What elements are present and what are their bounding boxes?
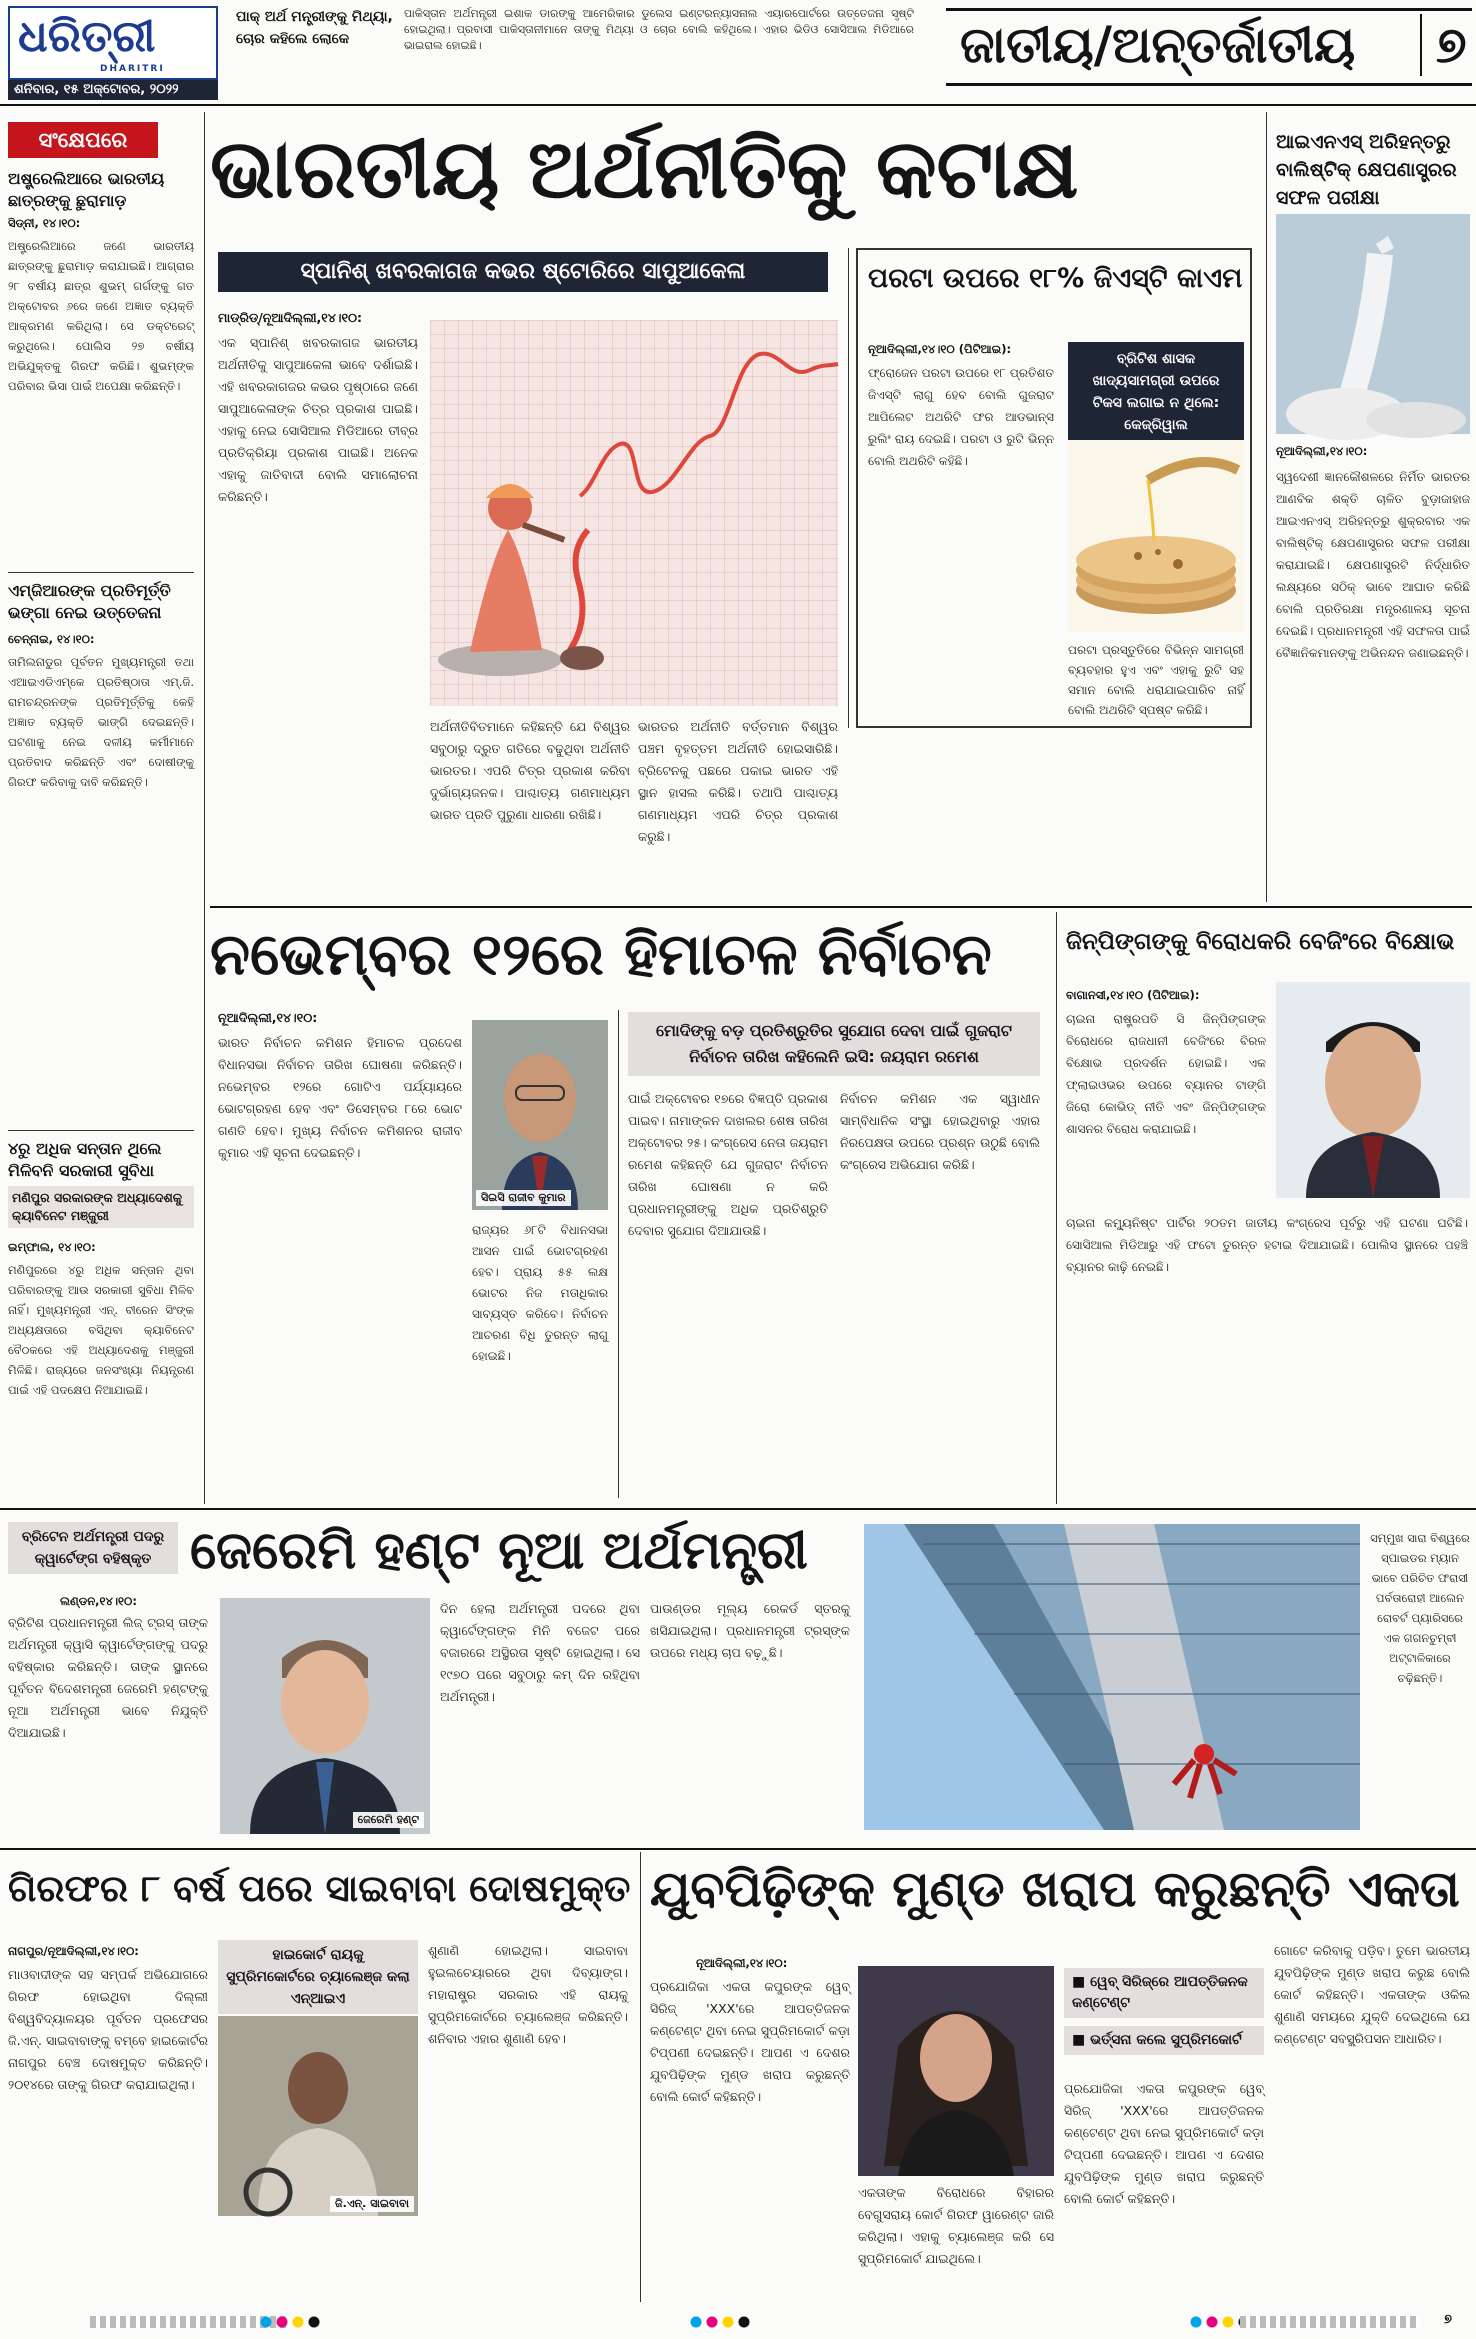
xi-headline[interactable]: ଜିନ୍‌ପିଙ୍ଗଙ୍କୁ ବିରୋଧକରି ବେଜିଂରେ ବିକ୍ଷୋଭ bbox=[1066, 929, 1455, 955]
missile-headline[interactable]: ଆଇଏନଏସ୍ ଅରିହନ୍ତରୁ ବାଲିଷ୍ଟିକ୍ କ୍ଷେପଣାସ୍ତ୍ରର ସଫଳ ପରୀକ୍ଷା bbox=[1276, 131, 1457, 209]
row-2-rule bbox=[0, 1508, 1476, 1510]
footer-page-number: ୭ bbox=[1444, 2312, 1452, 2327]
paratha-photo bbox=[1068, 440, 1244, 632]
lead-subhead: ସ୍ପାନିଶ୍ ଖବରକାଗଜ କଭର ଷ୍ଟୋରିରେ ସାପୁଆକେଳା bbox=[218, 252, 828, 292]
saibaba-body-1: ମାଓବାଦୀଙ୍କ ସହ ସମ୍ପର୍କ ଅଭିଯୋଗରେ ଗିରଫ ହୋଇଥିବା ଦିଲ୍ଲୀ ବିଶ୍ୱବିଦ୍ୟାଳୟର ପୂର୍ବତନ ପ୍ରଫେସର ଜି.ଏନ୍. ସାଇବାବାଙ୍କୁ ବମ୍ବେ ହାଇକୋର୍ଟର ନାଗପୁର ବେଞ୍ଚ ଦୋଷମୁକ୍ତ କରିଛନ୍ତି। ୨୦୧୪ରେ ତାଙ୍କୁ ଗିରଫ କରାଯାଇଥିଲା। bbox=[8, 1967, 212, 2092]
hunt-kicker: ବ୍ରିଟେନ ଅର୍ଥମନ୍ତ୍ରୀ ପଦରୁ କ୍ୱାର୍ଟେଙ୍ଗ ବହିଷ୍କୃତ bbox=[8, 1522, 178, 1574]
xi-jinping-photo bbox=[1276, 982, 1470, 1198]
ekta-bullet-2: ■ ଭର୍ତ୍ସନା କଲେ ସୁପ୍ରିମକୋର୍ଟ bbox=[1064, 2026, 1264, 2055]
snake-charmer-illustration bbox=[430, 320, 838, 706]
brief-item-1-text: ଅଷ୍ଟ୍ରେଲିଆରେ ଜଣେ ଭାରତୀୟ ଛାତ୍ରଙ୍କୁ ଛୁରାମାଡ଼ କରାଯାଇଛି। ଆଗ୍ରାର ୨୮ ବର୍ଷୀୟ ଛାତ୍ର ଶୁଭମ୍ ଗର୍ଗଙ୍କୁ ଗତ ଅକ୍ଟୋବର ୬ରେ ଜଣେ ଅଜ୍ଞାତ ବ୍ୟକ୍ତି ଆକ୍ରମଣ କରିଥିଲା। ସେ ଡକ୍ଟରେଟ୍ କରୁଥିଲେ। ପୋଲିସ ୨୭ ବର୍ଷୀୟ ଅଭିଯୁକ୍ତକୁ ଗିରଫ କରିଛି। ଶୁଭମ୍‌ଙ୍କ ପରିବାର ଭିସା ପାଇଁ ଅପେକ୍ଷା କରିଛନ୍ତି। bbox=[8, 239, 198, 393]
ekta-story bbox=[646, 1852, 1472, 2302]
saibaba-body-2: ଶୁଣାଣି ହୋଇଥିଲା। ସାଇବାବା ହୁଇଲଚେୟାରରେ ଥିବା ଦିବ୍ୟାଙ୍ଗ। ମହାରାଷ୍ଟ୍ର ସରକାର ଏହି ରାୟକୁ ସୁପ୍ରିମକୋର୍ଟରେ ଚ୍ୟାଲେଞ୍ଜ କରିଛନ୍ତି। ଶନିବାର ଏହାର ଶୁଣାଣି ହେବ। bbox=[428, 1943, 632, 2046]
hunt-body-2: ଦିନ ହେଲା ଅର୍ଥମନ୍ତ୍ରୀ ପଦରେ ଥିବା କ୍ୱାର୍ଟେଙ୍ଗଙ୍କ ମିନି ବଜେଟ ପରେ ବଜାରରେ ଅସ୍ଥିରତା ସୃଷ୍ଟି ହୋଇଥିଲା। ସେ ୧୯୭୦ ପରେ ସବୁଠାରୁ କମ୍ ଦିନ ରହିଥିବା ଅର୍ଥମନ୍ତ୍ରୀ। bbox=[440, 1601, 644, 1704]
masthead bbox=[0, 0, 1476, 100]
xi-left-rule bbox=[1056, 912, 1057, 1504]
section-title: ଜାତୀୟ/ଅନ୍ତର୍ଜାତୀୟ bbox=[960, 16, 1356, 74]
lead-headline[interactable]: ଭାରତୀୟ ଅର୍ଥନୀତିକୁ କଟାକ୍ଷ bbox=[210, 122, 1079, 217]
saibaba-story bbox=[0, 1852, 636, 2302]
illustration-svg bbox=[430, 320, 838, 706]
ekta-headline[interactable]: ଯୁବପିଢ଼ିଙ୍କ ମୁଣ୍ଡ ଖରାପ କରୁଛନ୍ତି ଏକତା bbox=[650, 1860, 1460, 1918]
brief-item-2-dateline: ଚେନ୍ନାଇ, ୧୪।୧୦: bbox=[8, 632, 95, 646]
ekta-bullet-2-text: ଭର୍ତ୍ସନା କଲେ ସୁପ୍ରିମକୋର୍ଟ bbox=[1090, 2032, 1242, 2048]
rajiv-kumar-caption: ସିଇସି ରାଜୀବ କୁମାର bbox=[476, 1190, 571, 1206]
ekta-bullet-1: ■ ୱେବ୍ ସିରିଜ୍‌ରେ ଆପତ୍ତିଜନକ କଣ୍ଟେଣ୍ଟ bbox=[1064, 1968, 1264, 2018]
registration-marks-right bbox=[1240, 2316, 1420, 2328]
saibaba-inset: ହାଇକୋର୍ଟ ରାୟକୁ ସୁପ୍ରିମକୋର୍ଟରେ ଚ୍ୟାଲେଞ୍ଜ କଲା ଏନ୍‌ଆଇଏ bbox=[218, 1940, 418, 2014]
himachal-body-2: ରାଜ୍ୟର ୬୮ଟି ବିଧାନସଭା ଆସନ ପାଇଁ ଭୋଟଗ୍ରହଣ ହେବ। ପ୍ରାୟ ୫୫ ଲକ୍ଷ ଭୋଟର ନିଜ ମତାଧିକାର ସାବ୍ୟସ୍ତ କରିବେ। ନିର୍ବାଚନ ଆଚରଣ ବିଧି ତୁରନ୍ତ ଲାଗୁ ହୋଇଛି। bbox=[472, 1223, 612, 1363]
ekta-body-1: ପ୍ରଯୋଜିକା ଏକତା କପୁରଙ୍କ ୱେବ୍ ସିରିଜ୍ 'XXX'ରେ ଆପତ୍ତିଜନକ କଣ୍ଟେଣ୍ଟ ଥିବା ନେଇ ସୁପ୍ରିମକୋର୍ଟ କଡ଼ା ଟିପ୍ପଣୀ ଦେଇଛନ୍ତି। ଆପଣ ଏ ଦେଶର ଯୁବପିଢ଼ିଙ୍କ ମୁଣ୍ଡ ଖରାପ କରୁଛନ୍ତି ବୋଲି କୋର୍ଟ କହିଛନ୍ତି। bbox=[650, 1979, 854, 2104]
brief-item-3-text: ମଣିପୁରରେ ୪ରୁ ଅଧିକ ସନ୍ତାନ ଥିବା ପରିବାରଙ୍କୁ ଆଉ ସରକାରୀ ସୁବିଧା ମିଳିବ ନାହିଁ। ମୁଖ୍ୟମନ୍ତ୍ରୀ ଏନ୍. ବୀରେନ ସିଂଙ୍କ ଅଧ୍ୟକ୍ଷତାରେ ବସିଥିବା କ୍ୟାବିନେଟ ବୈଠକରେ ଏହି ଅଧ୍ୟାଦେଶକୁ ମଞ୍ଜୁରୀ ମିଳିଛି। ରାଜ୍ୟରେ ଜନସଂଖ୍ୟା ନିୟନ୍ତ୍ରଣ ପାଇଁ ଏହି ପଦକ୍ଷେପ ନିଆଯାଇଛି। bbox=[8, 1263, 198, 1397]
brief-item-2-text: ତାମିଲନାଡୁର ପୂର୍ବତନ ମୁଖ୍ୟମନ୍ତ୍ରୀ ତଥା ଏଆଇଏଡିଏମ୍‌କେ ପ୍ରତିଷ୍ଠାତା ଏମ୍.ଜି. ରାମଚନ୍ଦ୍ରନଙ୍କ ପ୍ରତିମୂର୍ତ୍ତିକୁ କେହି ଅଜ୍ଞାତ ବ୍ୟକ୍ତି ଭାଙ୍ଗି ଦେଇଛନ୍ତି। ଘଟଣାକୁ ନେଇ ଦଳୀୟ କର୍ମୀମାନେ ପ୍ରତିବାଦ କରିଛନ୍ତି ଏବଂ ଦୋଷୀଙ୍କୁ ଗିରଫ କରିବାକୁ ଦାବି କରିଛନ୍ତି। bbox=[8, 655, 198, 789]
gst-inset: ବ୍ରିଟିଶ ଶାସକ ଖାଦ୍ୟସାମଗ୍ରୀ ଉପରେ ଟିକସ ଲଗାଇ ନ ଥିଲେ: କେଜ୍ରିୱାଲ bbox=[1068, 342, 1244, 442]
ekta-body-2: ଗୋଟେ କରିବାକୁ ପଡ଼ିବ। ତୁମେ ଭାରତୀୟ ଯୁବପିଢ଼ିଙ୍କ ମୁଣ୍ଡ ଖରାପ କରୁଛ ବୋଲି କୋର୍ଟ କହିଛନ୍ତି। ଏକତାଙ୍କ ଓକିଲ ଶୁଣାଣି ସମୟରେ ଯୁକ୍ତି ଦେଇଥିଲେ ଯେ କଣ୍ଟେଣ୍ଟ ସବସ୍କ୍ରିପସନ ଆଧାରିତ। bbox=[1274, 1943, 1474, 2046]
himachal-sidebar-body-1: ପାଇଁ ଅକ୍ଟୋବର ୧୭ରେ ବିଜ୍ଞପ୍ତି ପ୍ରକାଶ ପାଇବ। ନାମାଙ୍କନ ଦାଖଲର ଶେଷ ତାରିଖ ଅକ୍ଟୋବର ୨୫। କଂଗ୍ରେସ ନେତା ଜୟରାମ ରମେଶ କହିଛନ୍ତି ଯେ ଗୁଜରାଟ ନିର୍ବାଚନ ତାରିଖ ଘୋଷଣା ନ କରି ପ୍ରଧାନମନ୍ତ୍ରୀଙ୍କୁ ଅଧିକ ପ୍ରତିଶ୍ରୁତି ଦେବାର ସୁଯୋଗ ଦିଆଯାଉଛି। bbox=[628, 1091, 832, 1238]
hunt-body-1: ବ୍ରିଟିଶ ପ୍ରଧାନମନ୍ତ୍ରୀ ଲିଜ୍ ଟ୍ରସ୍ ତାଙ୍କ ଅର୍ଥମନ୍ତ୍ରୀ କ୍ୱାସି କ୍ୱାର୍ଟେଙ୍ଗଙ୍କୁ ପଦରୁ ବହିଷ୍କାର କରିଛନ୍ତି। ତାଙ୍କ ସ୍ଥାନରେ ପୂର୍ବତନ ବିଦେଶମନ୍ତ୍ରୀ ଜେରେମି ହଣ୍ଟଙ୍କୁ ନୂଆ ଅର୍ଥମନ୍ତ୍ରୀ ଭାବେ ନିଯୁକ୍ତି ଦିଆଯାଇଛି। bbox=[8, 1615, 212, 1740]
himachal-story bbox=[210, 912, 1050, 1504]
rajiv-kumar-photo bbox=[472, 1020, 608, 1210]
lead-body-2: ଅର୍ଥନୀତିବିତମାନେ କହିଛନ୍ତି ଯେ ବିଶ୍ୱର ସବୁଠାରୁ ଦ୍ରୁତ ଗତିରେ ବଢୁଥିବା ଅର୍ଥନୀତି ଭାରତର। ଏପରି ଚିତ୍ର ପ୍ରକାଶ କରିବା ଦୁର୍ଭାଗ୍ୟଜନକ। ପାଶ୍ଚାତ୍ୟ ଗଣମାଧ୍ୟମ ଭାରତ ପ୍ରତି ପୁରୁଣା ଧାରଣା ରଖିଛି। bbox=[430, 719, 634, 822]
missile-dateline: ନୂଆଦିଲ୍ଲୀ,୧୪।୧୦: bbox=[1276, 444, 1368, 458]
hunt-body-3: ପାଉଣ୍ଡର ମୂଲ୍ୟ ରେକର୍ଡ ସ୍ତରକୁ ଖସିଯାଇଥିଲା। ପ୍ରଧାନମନ୍ତ୍ରୀ ଟ୍ରସ୍‌ଙ୍କ ଉପରେ ମଧ୍ୟ ଚାପ ବଢ଼ୁଛି। bbox=[650, 1601, 854, 1660]
logo-box[interactable] bbox=[8, 6, 218, 80]
hunt-story bbox=[0, 1512, 852, 1842]
xi-story bbox=[1062, 912, 1472, 1504]
brief-column bbox=[0, 112, 200, 1504]
himachal-sidebar-body-2: ନିର୍ବାଚନ କମିଶନ ଏକ ସ୍ୱାଧୀନ ସାମ୍ବିଧାନିକ ସଂସ୍ଥା ହୋଇଥିବାରୁ ଏହାର ନିରପେକ୍ଷତା ଉପରେ ପ୍ରଶ୍ନ ଉଠୁଛି ବୋଲି କଂଗ୍ରେସ ଅଭିଯୋଗ କରିଛି। bbox=[840, 1091, 1044, 1172]
brief-divider-2 bbox=[8, 1130, 194, 1131]
masthead-date: ଶନିବାର, ୧୫ ଅକ୍ଟୋବର, ୨୦୨୨ bbox=[14, 82, 179, 97]
himachal-sidebar-rule bbox=[618, 1010, 619, 1498]
himachal-dateline: ନୂଆଦିଲ୍ଲୀ,୧୪।୧୦: bbox=[218, 1010, 318, 1025]
saibaba-headline[interactable]: ଗିରଫର ୮ ବର୍ଷ ପରେ ସାଇବାବା ଦୋଷମୁକ୍ତ bbox=[8, 1867, 631, 1910]
page-number: ୭ bbox=[1420, 14, 1467, 76]
brief-divider-1 bbox=[8, 572, 194, 573]
brief-item-3-sub: ମଣିପୁର ସରକାରଙ୍କ ଅଧ୍ୟାଦେଶକୁ କ୍ୟାବିନେଟ ମଞ୍ଜୁରୀ bbox=[8, 1186, 194, 1228]
lead-dateline: ମାଡ୍ରିଡ୍/ନୂଆଦିଲ୍ଲୀ,୧୪।୧୦: bbox=[218, 310, 363, 325]
lead-body-3: ଭାରତର ଅର୍ଥନୀତି ବର୍ତ୍ତମାନ ବିଶ୍ୱର ପଞ୍ଚମ ବୃହତ୍ତମ ଅର୍ଥନୀତି ହୋଇସାରିଛି। ବ୍ରିଟେନକୁ ପଛରେ ପକାଇ ଭାରତ ଏହି ସ୍ଥାନ ହାସଲ କରିଛି। ତଥାପି ପାଶ୍ଚାତ୍ୟ ଗଣମାଧ୍ୟମ ଏପରି ଚିତ୍ର ପ୍ରକାଶ କରୁଛି। bbox=[638, 719, 842, 844]
skyscraper-climber-photo bbox=[864, 1524, 1360, 1830]
teaser-headline: ପାକ୍ ଅର୍ଥ ମନ୍ତ୍ରୀଙ୍କୁ ମିଥ୍ୟା, ଚୋର କହିଲେ ଲୋକେ bbox=[236, 9, 393, 47]
ekta-kapoor-photo bbox=[858, 1966, 1054, 2176]
ekta-left-rule bbox=[640, 1852, 641, 2302]
row-3-rule bbox=[0, 1848, 1476, 1850]
saibaba-caption: ଜି.ଏନ୍. ସାଇବାବା bbox=[330, 2196, 414, 2212]
brief-item-1-head[interactable]: ଅଷ୍ଟ୍ରେଲିଆରେ ଭାରତୀୟ ଛାତ୍ରଙ୍କୁ ଛୁରାମାଡ଼ bbox=[8, 169, 165, 210]
climber-caption: ସମ୍ମୁଖ ସାରା ବିଶ୍ୱରେ ସ୍ପାଇଡର ମ୍ୟାନ ଭାବେ ପରିଚିତ ଫରାସୀ ପର୍ବତାରୋହୀ ଆଲେନ ରୋବର୍ଟ ପ୍ୟାରିସରେ ଏକ ଗଗନଚୁମ୍ବୀ ଅଟ୍ଟାଳିକାରେ ଚଢ଼ିଛନ୍ତି। bbox=[1370, 1531, 1474, 1685]
brief-item-1-dateline: ସିଡ୍‌ନୀ, ୧୪।୧୦: bbox=[8, 216, 81, 230]
missile-body: ସ୍ୱଦେଶୀ ଜ୍ଞାନକୌଶଳରେ ନିର୍ମିତ ଭାରତର ଆଣବିକ ଶକ୍ତି ଚାଳିତ ବୁଡ଼ାଜାହାଜ ଆଇଏନଏସ୍ ଅରିହନ୍ତରୁ ଶୁକ୍ରବାର ଏକ ବାଲିଷ୍ଟିକ୍ କ୍ଷେପଣାସ୍ତ୍ରର ସଫଳ ପରୀକ୍ଷା କରାଯାଇଛି। କ୍ଷେପଣାସ୍ତ୍ରଟି ନିର୍ଦ୍ଧାରିତ ଲକ୍ଷ୍ୟରେ ସଠିକ୍ ଭାବେ ଆଘାତ କରିଛି ବୋଲି ପ୍ରତିରକ୍ଷା ମନ୍ତ୍ରଣାଳୟ ସୂଚନା ଦେଇଛି। ପ୍ରଧାନମନ୍ତ୍ରୀ ଏହି ସଫଳତା ପାଇଁ ବୈଜ୍ଞାନିକମାନଙ୍କୁ ଅଭିନନ୍ଦନ ଜଣାଇଛନ୍ତି। bbox=[1276, 470, 1474, 660]
missile-launch-photo bbox=[1276, 214, 1470, 434]
right-column-rule bbox=[1266, 112, 1267, 902]
brief-item-3-dateline: ଇମ୍ଫାଲ, ୧୪।୧୦: bbox=[8, 1240, 96, 1254]
ekta-body-4: ପ୍ରଯୋଜିକା ଏକତା କପୁରଙ୍କ ୱେବ୍ ସିରିଜ୍ 'XXX'ରେ ଆପତ୍ତିଜନକ କଣ୍ଟେଣ୍ଟ ଥିବା ନେଇ ସୁପ୍ରିମକୋର୍ଟ କଡ଼ା ଟିପ୍ପଣୀ ଦେଇଛନ୍ତି। ଆପଣ ଏ ଦେଶର ଯୁବପିଢ଼ିଙ୍କ ମୁଣ୍ଡ ଖରାପ କରୁଛନ୍ତି ବୋଲି କୋର୍ଟ କହିଛନ୍ତି। bbox=[1064, 2081, 1268, 2206]
row-1-rule bbox=[210, 906, 1472, 908]
brief-item-3-head[interactable]: ୪ରୁ ଅଧିକ ସନ୍ତାନ ଥିଲେ ମିଳିବନି ସରକାରୀ ସୁବିଧା bbox=[8, 1139, 162, 1180]
brief-label: ସଂକ୍ଷେପରେ bbox=[8, 122, 158, 158]
jeremy-hunt-caption: ଜେରେମି ହଣ୍ଟ bbox=[353, 1812, 424, 1828]
brief-item-2-head[interactable]: ଏମ୍‌ଜିଆରଙ୍କ ପ୍ରତିମୂର୍ତ୍ତି ଭଙ୍ଗା ନେଇ ଉତ୍ତେଜନା bbox=[8, 581, 171, 622]
himachal-sidebar-head[interactable]: ମୋଦିଙ୍କୁ ବଡ଼ ପ୍ରତିଶ୍ରୁତିର ସୁଯୋଗ ଦେବା ପାଇଁ ଗୁଜରାଟ ନିର୍ବାଚନ ତାରିଖ କହିଲେନି ଇସି: ଜୟରାମ ରମେଶ bbox=[628, 1012, 1040, 1076]
gst-dateline: ନୂଆଦିଲ୍ଲୀ,୧୪।୧୦ (ପିଟିଆଇ): bbox=[868, 342, 1012, 356]
ekta-body-3: ଏକତାଙ୍କ ବିରୋଧରେ ବିହାରର ବେଗୁସରାୟ କୋର୍ଟ ଗିରଫ ୱାରେଣ୍ଟ ଜାରି କରିଥିଲା। ଏହାକୁ ଚ୍ୟାଲେଞ୍ଜ କରି ସେ ସୁପ୍ରିମକୋର୍ଟ ଯାଇଥିଲେ। bbox=[858, 2185, 1058, 2266]
gst-story bbox=[856, 248, 1252, 728]
hunt-headline[interactable]: ଜେରେମି ହଣ୍ଟ ନୂଆ ଅର୍ଥମନ୍ତ୍ରୀ bbox=[190, 1521, 808, 1581]
teaser-text: ପାକିସ୍ତାନ ଅର୍ଥମନ୍ତ୍ରୀ ଇଶାକ ଡାରଙ୍କୁ ଆମେରିକାର ଡୁଲେସ ଇଣ୍ଟରନ୍ୟାସନାଲ ଏୟାରପୋର୍ଟରେ ଉତ୍ତେଜନା ସୃଷ୍ଟି ହୋଇଥିଲା। ପ୍ରବାସୀ ପାକିସ୍ତାନୀମାନେ ତାଙ୍କୁ ମିଥ୍ୟା ଓ ଚୋର ବୋଲି କହିଥିଲେ। ଏହାର ଭିଡିଓ ସୋସିଆଲ ମିଡିଆରେ ଭାଇରାଲ ହୋଇଛି। bbox=[404, 7, 918, 52]
gst-headline[interactable]: ପରଟା ଉପରେ ୧୮% ଜିଏସ୍‌ଟି କାଏମ bbox=[868, 263, 1243, 294]
himachal-headline[interactable]: ନଭେମ୍ବର ୧୨ରେ ହିମାଚଳ ନିର୍ବାଚନ bbox=[210, 920, 992, 988]
xi-body-2: ଚାଇନା କମ୍ୟୁନିଷ୍ଟ ପାର୍ଟିର ୨୦ତମ ଜାତୀୟ କଂଗ୍ରେସ ପୂର୍ବରୁ ଏହି ଘଟଣା ଘଟିଛି। ସୋସିଆଲ ମିଡିଆରୁ ଏହି ଫଟୋ ତୁରନ୍ତ ହଟାଇ ଦିଆଯାଇଛି। ପୋଲିସ ସ୍ଥାନରେ ପହଞ୍ଚି ବ୍ୟାନର କାଢ଼ି ନେଇଛି। bbox=[1066, 1216, 1472, 1274]
saibaba-dateline: ନାଗପୁର/ନୂଆଦିଲ୍ଲୀ,୧୪।୧୦: bbox=[8, 1944, 139, 1958]
color-dots-2 bbox=[690, 2316, 750, 2328]
xi-body-1: ଚାଇନା ରାଷ୍ଟ୍ରପତି ସି ଜିନ୍‌ପିଙ୍ଗଙ୍କ ବିରୋଧରେ ରାଜଧାନୀ ବେଜିଂରେ ବିରଳ ବିକ୍ଷୋଭ ପ୍ରଦର୍ଶନ ହୋଇଛି। ଏକ ଫ୍ଲାଇଓଭର ଉପରେ ବ୍ୟାନର ଟାଙ୍ଗି ଜିରୋ କୋଭିଡ୍ ନୀତି ଏବଂ ଜିନ୍‌ପିଙ୍ଗଙ୍କ ଶାସନର ବିରୋଧ କରାଯାଇଛି। bbox=[1066, 1012, 1270, 1136]
jeremy-hunt-photo bbox=[220, 1598, 430, 1834]
hunt-dateline: ଲଣ୍ଡନ,୧୪।୧୦: bbox=[60, 1594, 137, 1608]
lead-body-1: ଏକ ସ୍ପାନିଶ୍ ଖବରକାଗଜ ଭାରତୀୟ ଅର୍ଥନୀତିକୁ ସାପୁଆକେଳା ଭାବେ ଦର୍ଶାଇଛି। ଏହି ଖବରକାଗଜର କଭର ପୃଷ୍ଠାରେ ଜଣେ ସାପୁଆକେଳାଙ୍କ ଚିତ୍ର ପ୍ରକାଶ ପାଇଛି। ଏହାକୁ ନେଇ ସୋସିଆଲ ମିଡିଆରେ ତୀବ୍ର ପ୍ରତିକ୍ରିୟା ପ୍ରକାଶ ପାଇଛି। ଅନେକ ଏହାକୁ ଜାତିବାଦୀ ବୋଲି ସମାଲୋଚନା କରିଛନ୍ତି। bbox=[218, 335, 422, 504]
gst-body-2: ପରଟା ପ୍ରସ୍ତୁତିରେ ବିଭିନ୍ନ ସାମଗ୍ରୀ ବ୍ୟବହାର ହୁଏ ଏବଂ ଏହାକୁ ରୁଟି ସହ ସମାନ ବୋଲି ଧରାଯାଇପାରିବ ନାହିଁ ବୋଲି ଅଥରିଟି ସ୍ପଷ୍ଟ କରିଛି। bbox=[1068, 643, 1248, 717]
brief-column-rule bbox=[204, 112, 205, 1504]
gst-left-rule bbox=[848, 248, 849, 728]
xi-dateline: ବାଗାନସୀ,୧୪।୧୦ (ପିଟିଆଇ): bbox=[1066, 988, 1200, 1002]
masthead-rule bbox=[0, 104, 1476, 106]
missile-story bbox=[1272, 112, 1472, 902]
himachal-body-1: ଭାରତ ନିର୍ବାଚନ କମିଶନ ହିମାଚଳ ପ୍ରଦେଶ ବିଧାନସଭା ନିର୍ବାଚନ ତାରିଖ ଘୋଷଣା କରିଛନ୍ତି। ନଭେମ୍ବର ୧୨ରେ ଗୋଟିଏ ପର୍ଯ୍ୟାୟରେ ଭୋଟଗ୍ରହଣ ହେବ ଏବଂ ଡିସେମ୍ବର ୮ରେ ଭୋଟ ଗଣତି ହେବ। ମୁଖ୍ୟ ନିର୍ବାଚନ କମିଶନର ରାଜୀବ କୁମାର ଏହି ସୂଚନା ଦେଇଛନ୍ତି। bbox=[218, 1035, 466, 1160]
saibaba-photo bbox=[218, 2016, 418, 2216]
color-dots-1 bbox=[260, 2316, 320, 2328]
ekta-bullet-1-text: ୱେବ୍ ସିରିଜ୍‌ରେ ଆପତ୍ତିଜନକ କଣ୍ଟେଣ୍ଟ bbox=[1072, 1974, 1248, 2011]
logo: ଧରିତ୍ରୀ bbox=[18, 11, 156, 62]
ekta-dateline: ନୂଆଦିଲ୍ଲୀ,୧୪।୧୦: bbox=[696, 1956, 788, 1970]
footer-bar bbox=[0, 2304, 1476, 2339]
logo-subtitle: DHARITRI bbox=[100, 64, 165, 74]
gst-body-1: ଫ୍ରୋଜେନ ପରଟା ଉପରେ ୧୮ ପ୍ରତିଶତ ଜିଏସ୍‌ଟି ଲାଗୁ ହେବ ବୋଲି ଗୁଜରାଟ ଆପିଲେଟ ଅଥରିଟି ଫର ଆଡଭାନ୍ସ ରୁଲିଂ ରାୟ ଦେଇଛି। ପରଟା ଓ ରୁଟି ଭିନ୍ନ ବୋଲି ଅଥରିଟି କହିଛି। bbox=[868, 366, 1058, 468]
